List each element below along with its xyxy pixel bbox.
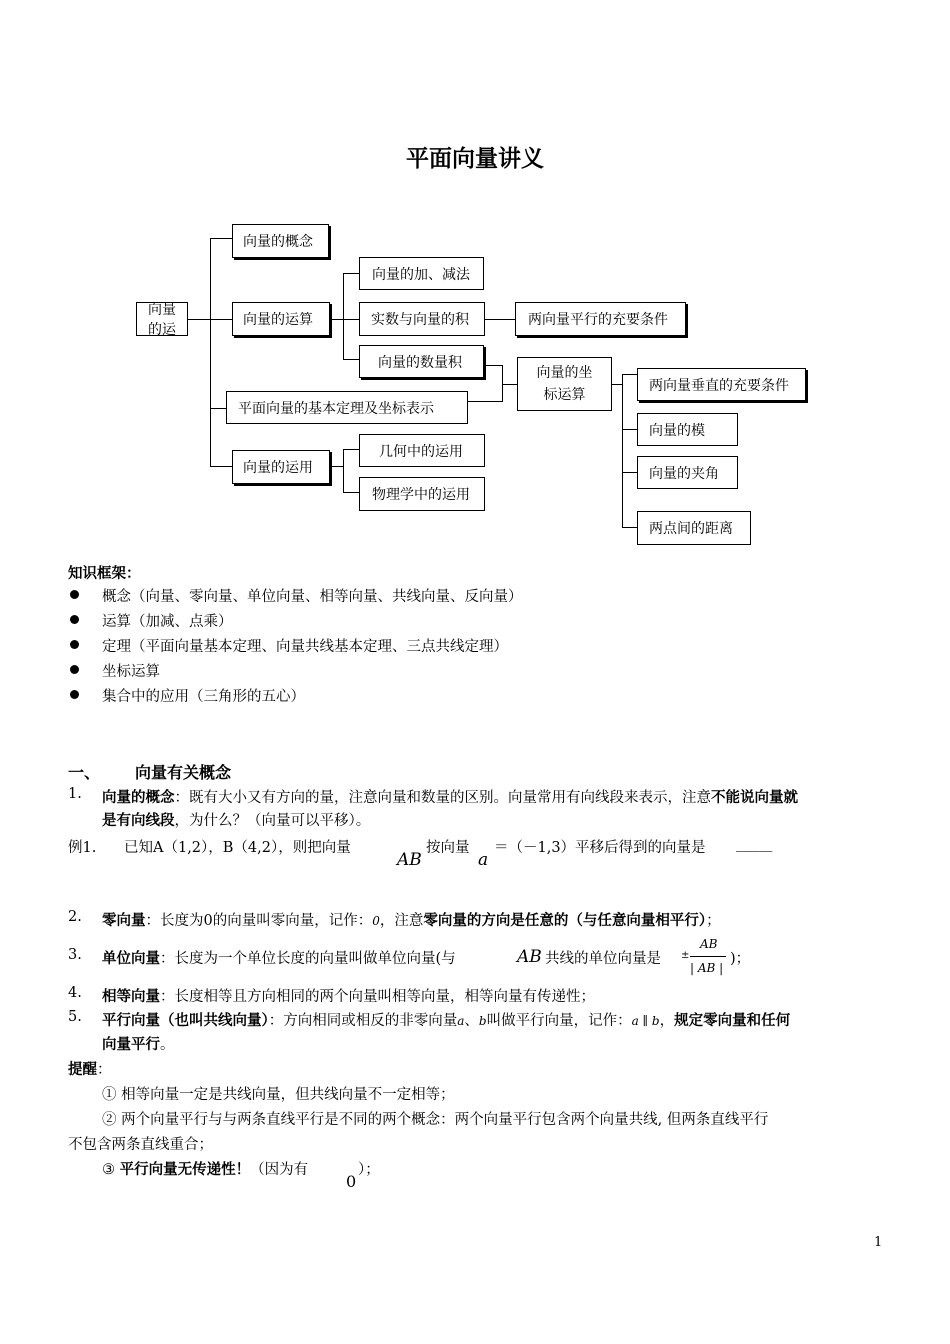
math-zero-vector: 0 — [346, 1172, 357, 1191]
math-vector-a: a — [478, 850, 489, 870]
diagram-node-physics: 物理学中的运用 — [359, 477, 485, 511]
bullet-icon — [70, 690, 79, 699]
connector — [343, 273, 360, 274]
math-vector-ab: AB — [517, 947, 542, 967]
item-5-text: ：方向相同或相反的非零向量 — [268, 1013, 458, 1029]
framework-item: 运算（加减、点乘） — [102, 614, 233, 630]
item-2-line — [102, 909, 721, 930]
reminder-3 — [102, 1158, 308, 1179]
reminder-label: 提醒 — [68, 1062, 97, 1078]
connector — [622, 472, 637, 473]
connector — [622, 429, 637, 430]
connector — [330, 466, 344, 467]
connector — [485, 319, 515, 320]
item-5-line-1 — [102, 1009, 790, 1030]
math-vector-ab: AB — [397, 850, 422, 870]
item-4-line — [102, 985, 595, 1006]
separator: 、 — [464, 1013, 479, 1029]
math-vector-b: b — [478, 1014, 487, 1028]
item-number: 5. — [68, 1009, 82, 1025]
example-text-1: 已知A（1,2），B（4,2），则把向量 — [124, 840, 351, 856]
emphasis: 是有向线段 — [102, 812, 175, 829]
item-5-end: 。 — [160, 1037, 175, 1053]
diagram-node-angle: 向量的夹角 — [637, 456, 738, 489]
reminder-heading — [68, 1058, 112, 1079]
framework-item: 概念（向量、零向量、单位向量、相等向量、共线向量、反向量） — [102, 589, 523, 605]
diagram-node-root: 向量的运 — [136, 302, 188, 336]
connector — [187, 319, 211, 320]
diagram-node-operation: 向量的运算 — [232, 302, 330, 336]
answer-blank: _____ — [736, 836, 773, 852]
example-label: 例1. — [68, 840, 97, 856]
item-5-text-3: ， — [659, 1013, 675, 1029]
section-heading: 向量有关概念 — [135, 763, 232, 782]
connector — [210, 466, 234, 467]
bullet-icon — [70, 590, 79, 599]
bullet-icon — [70, 615, 79, 624]
framework-item: 坐标运算 — [102, 664, 160, 680]
connector — [622, 374, 637, 375]
fraction-numerator: AB — [700, 937, 718, 951]
connector — [502, 384, 517, 385]
framework-heading: 知识框架： — [68, 566, 141, 582]
diagram-node-modulus: 向量的模 — [637, 413, 738, 446]
reminder-3-prefix: ③ — [102, 1162, 120, 1178]
item-1-text-2: ，为什么？（向量可以平移）。 — [174, 813, 371, 829]
item-number: 4. — [68, 985, 82, 1001]
diagram-node-scalar-mult: 实数与向量的积 — [359, 302, 485, 336]
connector — [622, 527, 637, 528]
term-vector: 向量的概念 — [102, 789, 175, 806]
item-1-line-2 — [102, 809, 370, 830]
item-5-line-2 — [102, 1033, 175, 1054]
plus-minus-sign: ± — [681, 950, 690, 961]
emphasis: 规定零向量和任何 — [674, 1012, 791, 1029]
connector — [343, 492, 360, 493]
connector — [330, 319, 344, 320]
item-2-text-2: ，注意 — [379, 913, 424, 929]
math-vector-a: a — [457, 1014, 465, 1028]
framework-item: 集合中的应用（三角形的五心） — [102, 689, 305, 705]
connector — [343, 449, 344, 493]
emphasis: 不能说向量就 — [711, 789, 798, 806]
item-number: 2. — [68, 909, 82, 925]
item-1-text: ：既有大小又有方向的量，注意向量和数量的区别。向量常用有向线段来表示，注意 — [174, 790, 711, 806]
reminder-3-text: （因为有 — [250, 1162, 309, 1178]
connector — [343, 359, 360, 360]
item-3-text-1: ：长度为一个单位长度的向量叫做单位向量(与 — [160, 951, 456, 967]
math-zero-vector: 0 — [372, 914, 380, 928]
diagram-node-dot-product: 向量的数量积 — [359, 345, 484, 378]
bullet-icon — [70, 640, 79, 649]
term-unit-vector: 单位向量 — [102, 950, 160, 967]
term-zero-vector: 零向量 — [102, 912, 146, 929]
connector — [467, 401, 503, 402]
item-number: 3. — [68, 947, 82, 963]
example-text-3: ＝（－1,3）平移后得到的向量是 — [494, 840, 706, 856]
item-4-text: ：长度相等且方向相同的两个向量叫相等向量，相等向量有传递性； — [160, 989, 595, 1005]
diagram-node-add-sub: 向量的加、减法 — [359, 257, 484, 290]
diagram-node-distance: 两点间的距离 — [637, 511, 751, 545]
connector — [210, 238, 234, 239]
page-title: 平面向量讲义 — [406, 146, 544, 172]
emphasis: 零向量的方向是任意的（与任意向量相平行） — [423, 912, 707, 929]
reminder-2-line-2: 不包含两条直线重合； — [68, 1137, 213, 1153]
item-number: 1. — [68, 786, 82, 802]
fraction-denominator: | AB | — [690, 961, 724, 975]
connector — [210, 319, 234, 320]
reminder-colon: ： — [97, 1062, 112, 1078]
fraction-bar — [690, 956, 726, 957]
diagram-node-parallel-condition: 两向量平行的充要条件 — [515, 302, 686, 336]
term-parallel-vector: 平行向量（也叫共线向量） — [102, 1012, 269, 1029]
diagram-node-basic-theorem: 平面向量的基本定理及坐标表示 — [226, 391, 468, 424]
item-2-text: ：长度为0的向量叫零向量，记作： — [145, 913, 373, 929]
section-number: 一、 — [68, 763, 101, 782]
reminder-2-line-1: ② 两个向量平行与与两条直线平行是不同的两个概念：两个向量平行包含两个向量共线, 但两条直线平行 — [102, 1112, 769, 1128]
item-1-line-1 — [102, 786, 798, 807]
connector — [343, 273, 344, 360]
diagram-node-concept: 向量的概念 — [232, 224, 329, 258]
item-3-end: )； — [730, 951, 751, 967]
diagram-node-application: 向量的运用 — [232, 450, 330, 484]
math-parallel-notation: a ∥ b — [631, 1014, 660, 1028]
emphasis: 平行向量无传递性！ — [119, 1161, 251, 1178]
item-3-text — [102, 947, 456, 968]
example-text-2: 按向量 — [426, 840, 470, 856]
page-number: 1 — [874, 1235, 883, 1250]
item-5-text-2: 叫做平行向量，记作： — [486, 1013, 632, 1029]
item-3-text-2: 共线的单位向量是 — [545, 951, 661, 967]
emphasis: 向量平行 — [102, 1036, 160, 1053]
diagram-node-geometry: 几何中的运用 — [359, 434, 485, 467]
item-2-end: ； — [706, 913, 721, 929]
bullet-icon — [70, 665, 79, 674]
diagram-node-perpendicular-condition: 两向量垂直的充要条件 — [637, 368, 806, 401]
connector — [210, 238, 211, 466]
reminder-1: ① 相等向量一定是共线向量，但共线向量不一定相等； — [102, 1087, 455, 1103]
connector — [343, 449, 360, 450]
connector — [485, 365, 503, 366]
term-equal-vector: 相等向量 — [102, 988, 160, 1005]
connector — [622, 374, 623, 528]
connector — [343, 319, 360, 320]
reminder-3-end: ）； — [358, 1162, 380, 1178]
framework-item: 定理（平面向量基本定理、向量共线基本定理、三点共线定理） — [102, 639, 508, 655]
diagram-node-coordinate-operation: 向量的坐标运算 — [517, 357, 612, 411]
